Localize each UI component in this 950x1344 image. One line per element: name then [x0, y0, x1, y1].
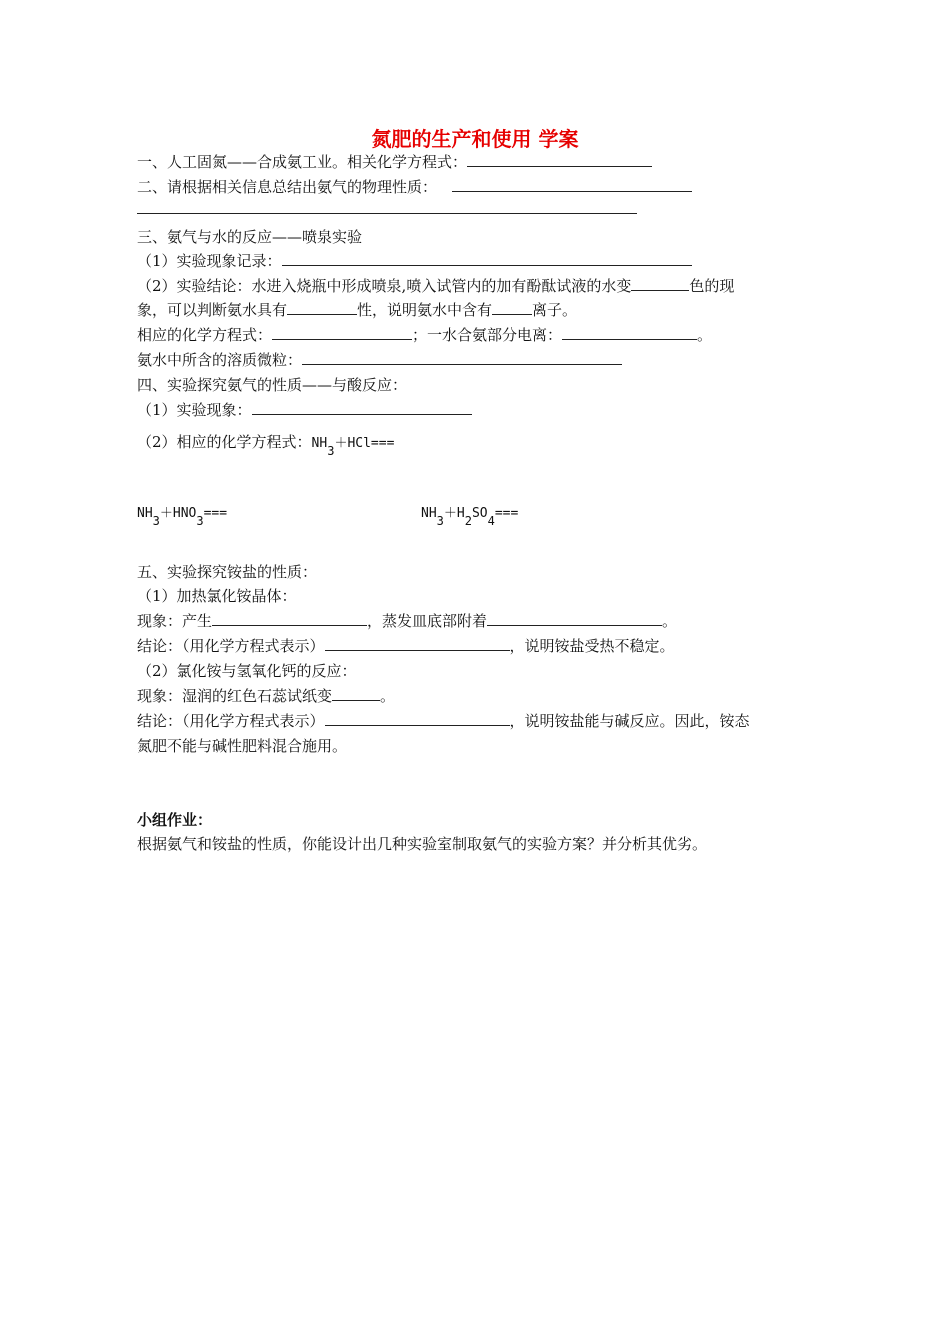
item-text: ，说明铵盐受热不稳定。	[509, 637, 675, 655]
answer-blank[interactable]	[467, 152, 652, 167]
section-2-text: 二、请根据相关信息总结出氨气的物理性质：	[137, 178, 438, 196]
answer-blank[interactable]	[287, 300, 357, 315]
item-text: 相应的化学方程式：	[137, 326, 273, 344]
item-text: 现象：湿润的红色石蕊试纸变	[137, 687, 333, 705]
item-text: 离子。	[532, 301, 578, 319]
answer-blank[interactable]	[492, 300, 532, 315]
section-5-conclusion-1	[137, 636, 675, 656]
group-work-heading: 小组作业：	[137, 811, 213, 829]
answer-blank[interactable]	[325, 711, 510, 726]
answer-blank[interactable]	[272, 325, 412, 340]
section-4-heading: 四、实验探究氨气的性质——与酸反应：	[137, 376, 408, 394]
section-2-continuation	[137, 199, 637, 219]
item-text: 色的现	[689, 277, 735, 295]
item-label: （2）相应的化学方程式：	[137, 433, 312, 451]
item-text: 结论：（用化学方程式表示）	[137, 637, 325, 655]
answer-blank[interactable]	[452, 177, 692, 192]
section-1-text: 一、人工固氮——合成氨工业。相关化学方程式：	[137, 153, 468, 171]
section-3-item-2-cont	[137, 300, 577, 320]
section-5-item-1: （1）加热氯化铵晶体：	[137, 587, 297, 605]
item-text: 现象：产生	[137, 612, 213, 630]
answer-blank[interactable]	[332, 686, 380, 701]
item-text: 象，可以判断氨水具有	[137, 301, 288, 319]
item-text: 性，说明氨水中含有	[357, 301, 493, 319]
equation-nh3-hno3: NH3＋HNO3===	[137, 506, 228, 528]
section-5-item-2: （2）氯化铵与氢氧化钙的反应：	[137, 662, 357, 680]
answer-blank[interactable]	[282, 251, 692, 266]
item-text: 结论：（用化学方程式表示）	[137, 712, 325, 730]
answer-blank[interactable]	[562, 325, 697, 340]
answer-blank[interactable]	[137, 199, 637, 214]
section-2-line	[137, 177, 692, 197]
answer-blank[interactable]	[487, 611, 662, 626]
answer-blank[interactable]	[252, 400, 472, 415]
section-3-item-2	[137, 276, 734, 296]
section-5-phenomenon-1	[137, 611, 677, 631]
item-text: 。	[662, 612, 678, 630]
item-text: 氨水中所含的溶质微粒：	[137, 351, 303, 369]
item-text: ，蒸发皿底部附着	[367, 612, 488, 630]
section-5-conclusion-2-cont: 氮肥不能与碱性肥料混合施用。	[137, 737, 348, 755]
section-3-equation-line	[137, 325, 712, 345]
answer-blank[interactable]	[302, 350, 622, 365]
equation-nh3-h2so4: NH3＋H2SO4===	[421, 506, 519, 528]
section-5-heading: 五、实验探究铵盐的性质：	[137, 563, 318, 581]
section-3-solute-line	[137, 350, 622, 370]
group-work-text: 根据氨气和铵盐的性质，你能设计出几种实验室制取氨气的实验方案？并分析其优劣。	[137, 835, 708, 853]
section-5-conclusion-2	[137, 711, 750, 731]
section-4-item-1	[137, 400, 472, 420]
page-title: 氮肥的生产和使用 学案	[371, 127, 579, 151]
item-text: 。	[697, 326, 713, 344]
item-text: ；一水合氨部分电离：	[412, 326, 563, 344]
equation-nh3-hcl: NH3＋HCl===	[311, 436, 395, 458]
section-4-item-2	[137, 432, 395, 458]
answer-blank[interactable]	[631, 276, 689, 291]
item-text: ，说明铵盐能与碱反应。因此，铵态	[509, 712, 750, 730]
item-text: （2）实验结论：水进入烧瓶中形成喷泉,喷入试管内的加有酚酞试液的水变	[137, 277, 632, 295]
item-text: 。	[380, 687, 396, 705]
answer-blank[interactable]	[212, 611, 367, 626]
section-5-phenomenon-2	[137, 686, 395, 706]
answer-blank[interactable]	[325, 636, 510, 651]
section-1-line	[137, 152, 652, 172]
item-label: （1）实验现象记录：	[137, 252, 282, 270]
section-3-heading: 三、氨气与水的反应——喷泉实验	[137, 228, 363, 246]
section-3-item-1	[137, 251, 692, 271]
item-label: （1）实验现象：	[137, 401, 252, 419]
